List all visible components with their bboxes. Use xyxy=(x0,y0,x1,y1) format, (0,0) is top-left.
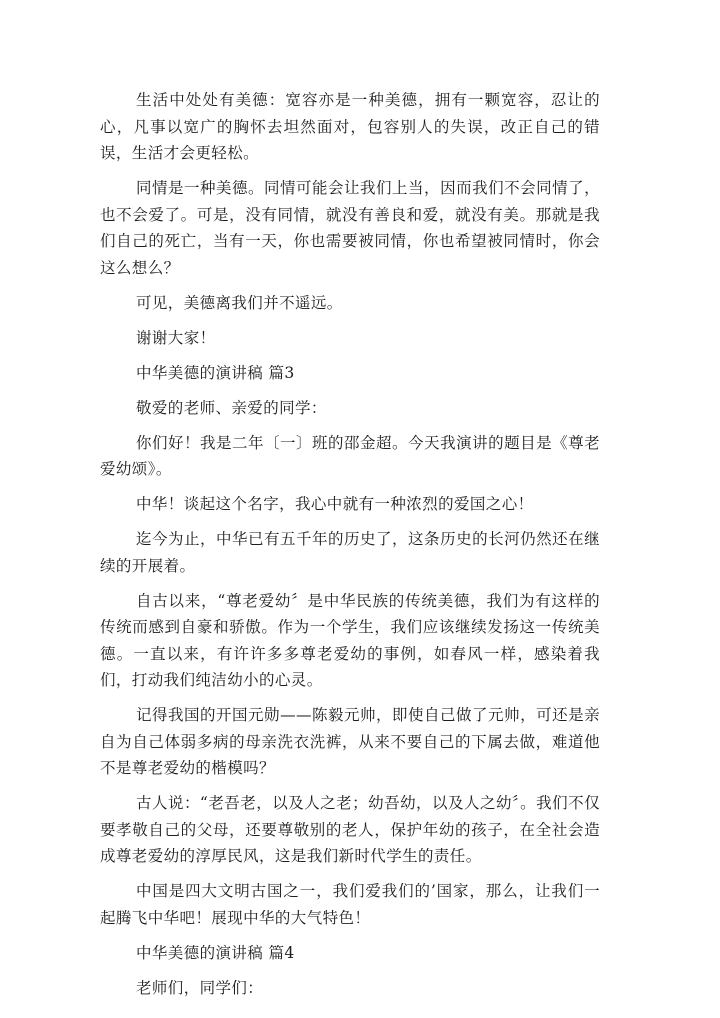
salutation-4: 老师们，同学们： xyxy=(136,978,264,997)
paragraph-conclusion: 可见，美德离我们并不遥远。 xyxy=(136,293,343,312)
paragraph-history: 迄今为止，中华已有五千年的历史了，这条历史的长河仍然还在继续的开展着。 xyxy=(100,530,600,575)
section-heading-3: 中华美德的演讲稿 篇3 xyxy=(136,363,295,382)
paragraph-china: 中华！谈起这个名字，我心中就有一种浓烈的爱国之心！ xyxy=(136,495,534,513)
salutation-3: 敬爱的老师、亲爱的同学： xyxy=(136,398,327,417)
paragraph-tolerance: 生活中处处有美德：宽容亦是一种美德，拥有一颗宽容，忍让的心，凡事以宽广的胸怀去坦然面对，包容别人的失误，改正自己的错误，生活才会更轻松。 xyxy=(100,91,600,162)
paragraph-ancients: 古人说：“老吾老，以及人之老；幼吾幼，以及人之幼〞。我们不仅要孝敬自己的父母，还要尊敬别的老人，保护年幼的孩子，在全社会造成尊老爱幼的淳厚民风，这是我们新时代学生的责任。 xyxy=(100,794,600,865)
paragraph-thanks: 谢谢大家！ xyxy=(136,328,216,347)
paragraph-intro: 你们好！我是二年〔一〕班的邵金超。今天我演讲的题目是《尊老爱幼颂》。 xyxy=(100,433,600,478)
paragraph-tradition: 自古以来，“尊老爱幼〞是中华民族的传统美德，我们为有这样的传统而感到自豪和骄傲。作为一个学生，我们应该继续发扬这一传统美德。一直以来，有许许多多尊老爱幼的事例，如春风一样，感染着我们，打动我们纯洁幼小的心灵。 xyxy=(100,591,600,689)
section-heading-4: 中华美德的演讲稿 篇4 xyxy=(136,943,295,962)
document-body xyxy=(100,87,600,1010)
paragraph-civilization: 中国是四大文明古国之一，我们爱我们的’国家，那么，让我们一起腾飞中华吧！展现中华的大气特色！ xyxy=(100,882,600,927)
paragraph-sympathy: 同情是一种美德。同情可能会让我们上当，因而我们不会同情了，也不会爱了。可是，没有同情，就没有善良和爱，就没有美。那就是我们自己的死亡，当有一天，你也需要被同情，你也希望被同情时，你会这么想么？ xyxy=(100,179,600,277)
paragraph-chen-yi: 记得我国的开国元勋——陈毅元帅，即使自己做了元帅，可还是亲自为自己体弱多病的母亲洗衣洗裤，从来不要自己的下属去做，难道他不是尊老爱幼的楷模吗？ xyxy=(100,706,600,777)
